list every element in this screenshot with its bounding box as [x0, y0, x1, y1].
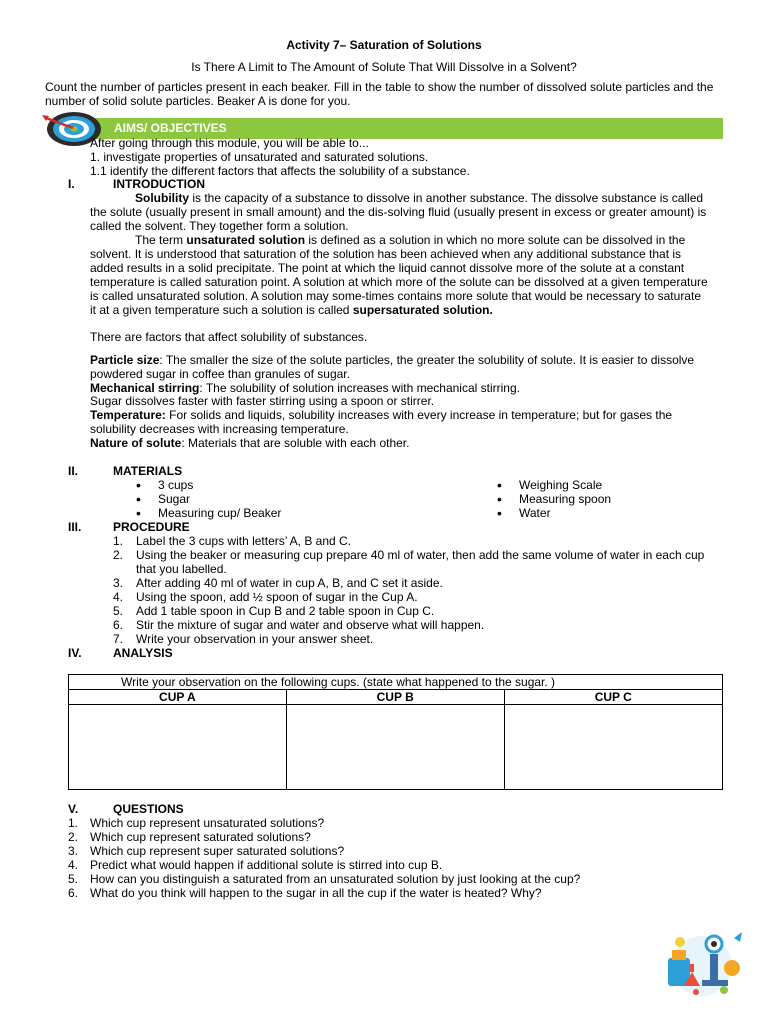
question-text: Which cup represent saturated solutions?: [90, 830, 311, 844]
factor-label: Particle size: [90, 353, 160, 367]
section-number: V.: [68, 802, 79, 816]
factor-mechanical-stirring: [90, 381, 710, 395]
question-number: 5.: [68, 872, 79, 886]
step-text: Label the 3 cups with letters’ A, B and C.: [136, 534, 352, 548]
step-number: 6.: [113, 618, 124, 632]
factor-label: Nature of solute: [90, 436, 182, 450]
section-heading-materials: MATERIALS: [113, 464, 183, 478]
step-text: Using the beaker or measuring cup prepare 40 ml of water, then add the same volume of water in each cup that you labelled.: [136, 548, 705, 576]
material-item: • 3 cups: [158, 478, 193, 492]
objective-item: 1. investigate properties of unsaturated and saturated solutions.: [90, 150, 429, 164]
step-text: After adding 40 ml of water in cup A, B, and C set it aside.: [136, 576, 443, 590]
step-number: 5.: [113, 604, 124, 618]
solubility-paragraph: [90, 191, 710, 233]
observation-cell-cup-a[interactable]: [69, 705, 287, 790]
question-text: How can you distinguish a saturated from an unsaturated solution by just looking at the cup?: [90, 872, 581, 886]
question-text: What do you think will happen to the sugar in all the cup if the water is heated? Why?: [90, 886, 542, 900]
column-header-cup-c: CUP C: [504, 690, 722, 705]
factors-lead: There are factors that affect solubility of substances.: [90, 330, 368, 344]
factor-text: : The smaller the size of the solute particles, the greater the solubility of solute. It is easier to dissolve powdered sugar in coffee than granules of sugar.: [90, 353, 695, 381]
material-item: • Sugar: [158, 492, 190, 506]
factor-label: Temperature:: [90, 408, 166, 422]
factor-stirring-note: Sugar dissolves faster with faster stirring using a spoon or stirrer.: [90, 394, 435, 408]
section-heading-introduction: INTRODUCTION: [113, 177, 205, 191]
step-text: Write your observation in your answer sheet.: [136, 632, 374, 646]
material-item: • Measuring spoon: [519, 492, 611, 506]
question-text: Which cup represent unsaturated solutions?: [90, 816, 325, 830]
section-heading-questions: QUESTIONS: [113, 802, 184, 816]
factor-particle-size: [90, 353, 710, 381]
step-number: 2.: [113, 548, 124, 562]
factor-temperature: [90, 408, 710, 436]
observation-cell-cup-c[interactable]: [504, 705, 722, 790]
section-number: I.: [68, 177, 75, 191]
material-item: • Measuring cup/ Beaker: [158, 506, 281, 520]
paragraph-text: is defined as a solution in which no more solute can be dissolved in the solvent. It is understood that saturation of the solution has been achieved when any additional substance that is added results in a solid precipitate. The point at which the liquid cannot dissolve more of the solute at a constant temperature is called saturation point. A solution at which more of the solute can be dissolved at a given temperature is called unsaturated solution. A solution may some-times contains more solute that would be necessary to saturate it at a given temperature such a solution is called: [90, 233, 708, 317]
question-number: 1.: [68, 816, 79, 830]
table-instruction: Write your observation on the following cups. (state what happened to the sugar. ): [69, 675, 723, 690]
term-supersaturated: supersaturated solution.: [352, 303, 493, 317]
term-unsaturated: unsaturated solution: [186, 233, 306, 247]
step-number: 3.: [113, 576, 124, 590]
factor-nature-of-solute: [90, 436, 710, 450]
factor-text: : The solubility of solution increases with mechanical stirring.: [199, 381, 520, 395]
step-number: 1.: [113, 534, 124, 548]
section-number: II.: [68, 464, 79, 478]
material-item: • Water: [519, 506, 551, 520]
question-number: 2.: [68, 830, 79, 844]
question-number: 6.: [68, 886, 79, 900]
question-number: 4.: [68, 858, 79, 872]
observation-cell-cup-b[interactable]: [286, 705, 504, 790]
objectives-lead: After going through this module, you will be able to...: [90, 136, 369, 150]
question-text: Which cup represent super saturated solutions?: [90, 844, 345, 858]
instructions-text: Count the number of particles present in each beaker. Fill in the table to show the number of dissolved solute particles and the number of solid solute particles. Beaker A is done for you.: [45, 80, 714, 108]
step-text: Using the spoon, add ½ spoon of sugar in the Cup A.: [136, 590, 418, 604]
science-lab-clipart: [656, 928, 748, 1000]
section-heading-analysis: ANALYSIS: [113, 646, 173, 660]
paragraph-text: is the capacity of a substance to dissolve in another substance. The dissolve substance is called the solute (usually present in small amount) and the dis-solving fluid (usually present in excess or greater amount) is called the solvent. They together form a solution.: [90, 191, 707, 233]
column-header-cup-b: CUP B: [286, 690, 504, 705]
step-number: 4.: [113, 590, 124, 604]
material-item: • Weighing Scale: [519, 478, 602, 492]
section-number: IV.: [68, 646, 82, 660]
step-text: Stir the mixture of sugar and water and observe what will happen.: [136, 618, 485, 632]
observation-table: [68, 674, 723, 790]
question-text: Predict what would happen if additional solute is stirred into cup B.: [90, 858, 443, 872]
factor-text: For solids and liquids, solubility increases with every increase in temperature; but for gases the solubility decreases with increasing temperature.: [90, 408, 673, 436]
question-number: 3.: [68, 844, 79, 858]
factor-text: : Materials that are soluble with each other.: [181, 436, 410, 450]
column-header-cup-a: CUP A: [69, 690, 287, 705]
objectives-banner-label: AIMS/ OBJECTIVES: [114, 121, 227, 135]
activity-subtitle: Is There A Limit to The Amount of Solute That Will Dissolve in a Solvent?: [191, 60, 577, 74]
term-solubility: Solubility: [135, 191, 189, 205]
step-number: 7.: [113, 632, 124, 646]
section-heading-procedure: PROCEDURE: [113, 520, 190, 534]
step-text: Add 1 table spoon in Cup B and 2 table spoon in Cup C.: [136, 604, 435, 618]
factor-label: Mechanical stirring: [90, 381, 200, 395]
unsaturated-paragraph: [90, 233, 710, 317]
objective-item: 1.1 identify the different factors that affects the solubility of a substance.: [90, 164, 470, 178]
section-number: III.: [68, 520, 82, 534]
paragraph-text: The term: [135, 233, 187, 247]
activity-title: Activity 7– Saturation of Solutions: [286, 38, 482, 52]
